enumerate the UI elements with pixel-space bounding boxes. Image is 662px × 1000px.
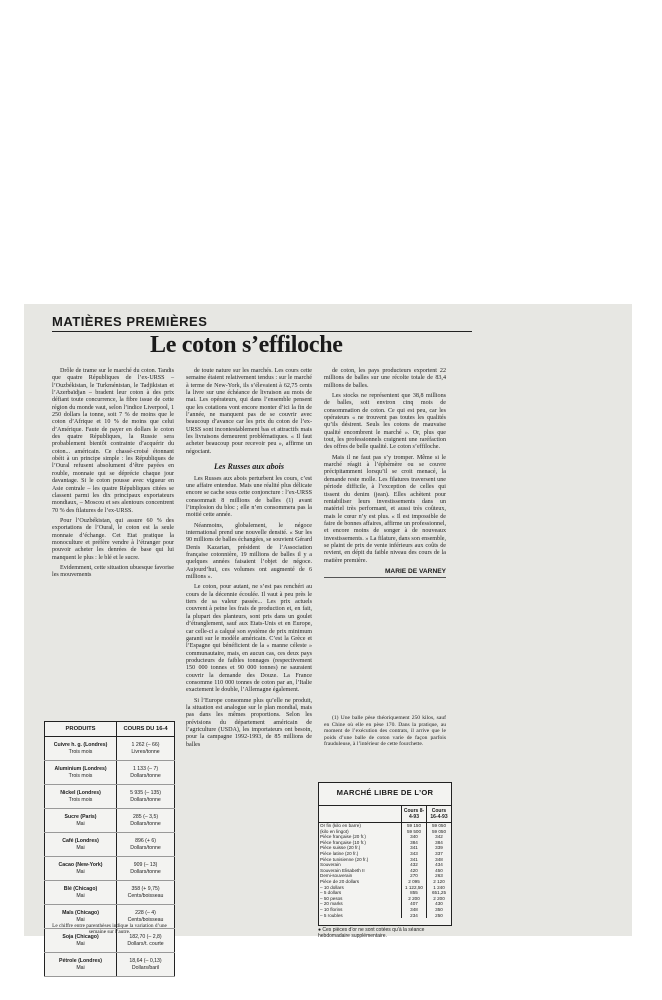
author-signature: MARIE DE VARNEY (384, 567, 446, 575)
table-header-row (319, 806, 451, 823)
price-cell (117, 953, 175, 977)
price-16-4: 348 (427, 857, 452, 863)
coin-name: Or fin (kilo en barre) (320, 823, 361, 828)
column-header: Cours 16-4-93 (427, 806, 452, 823)
price-16-4: 59 050 (427, 829, 452, 835)
table-header-row (45, 722, 175, 737)
coin-name: Pièce de 20 dollars (320, 878, 360, 884)
price-unit: Dollars/tonne (130, 844, 161, 851)
price-8-4: 407 (402, 901, 427, 907)
product-name: Aluminium (Londres) (54, 766, 107, 773)
price-8-4: 270 (402, 873, 427, 879)
paragraph: Le coton, pour autant, ne s’est pas renchéri au cours de la décennie écoulée. Il vaut à peu près le tiers de sa valeur passée... Les prix actuels couvrent à peine les frais de production et, en fait, la plupart des planteurs, sont pris dans un goulet d’étranglement, sauf aux Etats-Unis et en Europe, car celle-ci a calqué son système de prix minimum garanti sur le modèle américain. C’est la Grèce et l’Espagne qui bénéficient de la « manne céleste » communautaire, mais, en aucun cas, ces deux pays producteurs de faibles tonnages (respectivement 150 000 tonnes et 90 000 tonnes) ne sauraient couvrir la demande des Douze. La France consomme 110 000 tonnes de coton par an, l’Italie exactement le double, l’Allemagne également. (186, 584, 312, 694)
table-row (45, 881, 175, 905)
paragraph: Pour l’Ouzbékistan, qui assure 60 % des exportations de l’Oural, le coton est la seule monnaie d’échange. Cet Etat pratique la monoculture et préfère vendre à l’étranger pour pouvoir acheter les denrées de base qui lui manquent le plus : le blé et le sucre. (52, 517, 174, 561)
price-unit: Dollars/tonne (130, 796, 161, 803)
price-16-4: 59 050 (427, 823, 452, 829)
product-cell (45, 857, 117, 881)
price-cell (117, 809, 175, 833)
footnote-text: (1) Une balle pèse théoriquement 250 kilos, sauf en Chine où elle en pèse 170. Dans la pratique, au moment de l’exécution des contrats, il arrive que le poids d’une balle de coton varie de façon parfois frauduleuse, à l’intérieur de cette fourchette. (324, 715, 446, 748)
product-term: Mai (76, 964, 85, 971)
coin-name: Pièce française (20 fr.) (320, 834, 366, 840)
price-16-4: 2 200 (427, 896, 452, 902)
gold-footnote: ● Ces pièces d’or ne sont cotées qu’à la séance hebdomadaire supplémentaire. (318, 927, 425, 939)
table-caption: Le chiffre entre parenthèses indique la variation d’une semaine sur l’autre. (52, 923, 167, 936)
section-rubric: MATIÈRES PREMIÈRES (52, 314, 472, 332)
price-8-4: 341 (402, 857, 427, 863)
price-value: 1 133 (– 7) (132, 766, 159, 773)
column-header: COURS DU 16-4 (117, 722, 175, 737)
price-16-4: 2 120 (427, 879, 452, 885)
price-cell (117, 881, 175, 905)
paragraph: Les stocks ne représentent que 38,8 millions de balles, soit environ cinq mois de consommation de coton. Ce qui est peu, car les opérateurs « ne trouvent pas toutes les qualités qu’ils désirent. Seuls les cotons de mauvaise qualité encombrent le marché ». Or, plus que tout, les professionnels craignent une raréfaction des offres de belle qualité. Le coton s’effiloche. (324, 393, 446, 451)
price-16-4: 450 (427, 868, 452, 874)
product-name: Pétrole (Londres) (59, 958, 102, 965)
price-8-4: 1 122,50 (402, 885, 427, 891)
price-unit: Cents/boisseau (127, 916, 164, 923)
coin-name: Pièce suisse (20 fr.) (320, 845, 361, 851)
price-16-4: 339 (427, 845, 452, 851)
table-row (45, 809, 175, 833)
column-header (319, 806, 402, 823)
product-name: Blé (Chicago) (63, 886, 98, 893)
coin-name: Souverain (320, 862, 341, 868)
price-16-4: 430 (427, 901, 452, 907)
coin-name: Souverain Elisabeth II (320, 867, 365, 873)
product-term: Mai (76, 868, 85, 875)
product-term: Trois mois (68, 796, 93, 803)
article-column-1 (52, 368, 174, 583)
paragraph: Si l’Europe consomme plus qu’elle ne produit, la situation est analogue sur le plan mondial, mais pas dans les mêmes proportions. Selon les prévisions du département américain de l’agriculture (USDA), les importateurs ont besoin, pour la campagne 1992-1993, de 85 millions de balles (186, 697, 312, 748)
price-8-4: 384 (402, 840, 427, 846)
price-unit: Dollars/baril (131, 964, 160, 971)
column-header: PRODUITS (45, 722, 117, 737)
price-cell (117, 833, 175, 857)
price-8-4: 2 200 (402, 896, 427, 902)
price-16-4: 651,25 (427, 890, 452, 896)
product-term: Trois mois (68, 772, 93, 779)
price-unit: Cents/boisseau (127, 892, 164, 899)
price-unit: Dollars/tonne (130, 868, 161, 875)
price-16-4: 337 (427, 851, 452, 857)
paragraph: Mais il ne faut pas s’y tromper. Même si le marché réagit à l’éphémère ou se couvre précipitamment lorsqu’il se croit menacé, la demande reste molle. Les filatures traversent une période difficile, à l’exception de celles qui tissent du denim (jean). Elles achètent pour rentabiliser leurs investissements dans un matériel très performant, et aussi très coûteux, mais le cœur n’y est plus. « Il est impossible de faire de bonnes affaires, affirme un professionnel, et encore moins de songer à de nouveaux investissements. » La filature, dans son ensemble, se plaint de prix de vente inférieurs aux coûts de revient, en dépit du faible niveau des cours de la matière première. (324, 454, 446, 564)
price-value: 358 (+ 9,75) (131, 886, 160, 893)
price-value: 228 (– 4) (135, 910, 156, 917)
price-8-4: 432 (402, 862, 427, 868)
price-value: 182,70 (– 2,8) (129, 934, 162, 941)
price-8-4: 2 095 (402, 879, 427, 885)
table-row (319, 913, 451, 919)
gold-prices-table (319, 805, 451, 918)
footnote (324, 715, 446, 748)
price-value: 5 935 (– 135) (130, 790, 161, 797)
product-cell (45, 809, 117, 833)
product-cell (45, 737, 117, 761)
price-cell (117, 857, 175, 881)
product-name: Maïs (Chicago) (62, 910, 99, 917)
price-8-4: 348 (402, 907, 427, 913)
paragraph: Evidemment, cette situation ubuesque favorise les mouvements (52, 564, 174, 579)
product-name: Soja (Chicago) (62, 934, 99, 941)
paragraph: Les Russes aux abois perturbent les cours, c’est une affaire entendue. Mais une réalité plus délicate encore se cache sous cette conjoncture : l’ex-URSS consommait 8 millions de balles (1) avant l’implosion du bloc ; elle n’en consommera pas la moitié cette année. (186, 475, 312, 519)
table-row (45, 857, 175, 881)
product-name: Cuivre h. g. (Londres) (53, 742, 108, 749)
price-16-4: 250 (427, 913, 452, 919)
price-16-4: 384 (427, 840, 452, 846)
price-8-4: 59 150 (402, 823, 427, 829)
coin-name: – 5 dollars (320, 890, 342, 896)
product-term: Mai (76, 820, 85, 827)
price-value: 285 (– 3,5) (132, 814, 159, 821)
price-value: 909 (– 13) (133, 862, 158, 869)
coin-name: – 50 pesos (320, 895, 343, 901)
price-8-4: 420 (402, 868, 427, 874)
coin-name: – 20 marks (320, 901, 343, 907)
price-16-4: 342 (427, 834, 452, 840)
price-value: 896 (+ 6) (135, 838, 156, 845)
price-8-4: 340 (402, 834, 427, 840)
product-name: Nickel (Londres) (60, 790, 101, 797)
price-value: 1 262 (– 66) (131, 742, 160, 749)
coin-name: – 10 dollars (320, 884, 344, 890)
table-row (45, 953, 175, 977)
price-cell (117, 761, 175, 785)
price-8-4: 234 (402, 913, 427, 919)
price-8-4: 855 (402, 890, 427, 896)
article-title: Le coton s’effiloche (150, 332, 343, 358)
coin-name: Pièce française (10 fr.) (320, 839, 366, 845)
gold-market-box (318, 782, 452, 926)
price-16-4: 350 (427, 907, 452, 913)
product-term: Trois mois (68, 748, 93, 755)
price-16-4: 263 (427, 873, 452, 879)
coin-name: – 5 roubles (320, 912, 343, 918)
coin-name: (kilo en lingot) (320, 828, 349, 834)
price-cell (117, 785, 175, 809)
product-cell (45, 953, 117, 977)
product-name: Sucre (Paris) (64, 814, 97, 821)
price-value: 18,64 (– 0,13) (129, 958, 162, 965)
price-unit: Dollars/tonne (130, 772, 161, 779)
price-cell (117, 737, 175, 761)
article-column-3 (324, 368, 446, 580)
price-unit: Dollars/t. courte (127, 940, 164, 947)
table-row (45, 833, 175, 857)
coin-name: Pièce tunisienne (20 fr.) (320, 856, 369, 862)
coin-name: Demi-souverain (320, 873, 353, 879)
article-column-2 (186, 368, 312, 752)
coin-name: Pièce latine (20 fr.) (320, 850, 359, 856)
price-8-4: 343 (402, 851, 427, 857)
paragraph: de coton, les pays producteurs exportent 22 millions de balles sur une récolte totale de 83,4 millions de balles. (324, 368, 446, 389)
product-term: Mai (76, 916, 85, 923)
product-name: Cacao (New-York) (58, 862, 103, 869)
price-unit: Dollars/tonne (130, 820, 161, 827)
table-row (45, 737, 175, 761)
product-term: Mai (76, 892, 85, 899)
paragraph: Drôle de trame sur le marché du coton. Tandis que quatre Républiques de l’ex-URSS – l’Ouzbékistan, le Turkménistan, le Tadjikistan et l’Azerbaïdjan – bradent leur coton à des prix défiant toute concurrence, la fibre issue de cette région du monde vaut, selon l’indice Liverpool, 1 250 dollars la tonne, soit 7 % de moins que le coton d’Afrique et 10 % de moins que celui d’Amérique. Faute de payer en dollars le coton des quatre Républiques, la Russie sera probablement bientôt contrainte d’acquérir du coton... américain. Ce chassé-croisé étonnant obéit à un principe simple : les Républiques de l’Oural refusent absolument d’être payées en rouble, monnaie qui se déprécie chaque jour davantage. Si le coton pousse avec vigueur en Asie centrale – les quatre Républiques citées se classent parmi les dix principaux exportateurs mondiaux, – Moscou et ses alentours concentrent 70 % des filatures de l’ex-URSS. (52, 368, 174, 514)
product-cell (45, 761, 117, 785)
subheading: Les Russes aux abois (213, 462, 284, 472)
price-8-4: 59 500 (402, 829, 427, 835)
paragraph: de toute nature sur les marchés. Les cours cette semaine étaient relativement tendus : sur le marché à terme de New-York, ils s’élevaient à 62,75 cents la livre sur une échéance de livraison au mois de mai. Les opérateurs, qui dans l’ensemble pensent que les cotations vont encore monter d’ici la fin de l’année, ne manquent pas de se couvrir avec beaucoup d’avance car les prix du coton de l’ex-URSS sont incontestablement bas et attractifs mais les livraisons demeurent problématiques. « Il faut acheter beaucoup pour recevoir peu », affirme un négociant. (186, 368, 312, 455)
table-row (45, 785, 175, 809)
price-16-4: 1 240 (427, 885, 452, 891)
table-row (45, 761, 175, 785)
product-cell (45, 881, 117, 905)
product-name: Café (Londres) (62, 838, 99, 845)
price-8-4: 341 (402, 845, 427, 851)
product-term: Mai (76, 844, 85, 851)
price-unit: Livres/tonne (131, 748, 160, 755)
price-16-4: 434 (427, 862, 452, 868)
paragraph: Néanmoins, globalement, le négoce international prend une nouvelle densité. « Sur les 90 millions de balles échangées, se souvient Gérard Denis Kazarian, président de l’Association française cotonnière, 19 millions de balles il y a quelques années faisaient l’objet de négoce. Aujourd’hui, ces volumes ont augmenté de 6 millions ». (186, 522, 312, 581)
coin-name: – 10 florins (320, 906, 343, 912)
gold-market-title: MARCHÉ LIBRE DE L’OR (336, 788, 434, 797)
divider (324, 577, 446, 578)
product-term: Mai (76, 940, 85, 947)
column-header: Cours 8-4-93 (402, 806, 427, 823)
product-cell (45, 833, 117, 857)
commodities-table (44, 721, 175, 977)
product-cell (45, 785, 117, 809)
